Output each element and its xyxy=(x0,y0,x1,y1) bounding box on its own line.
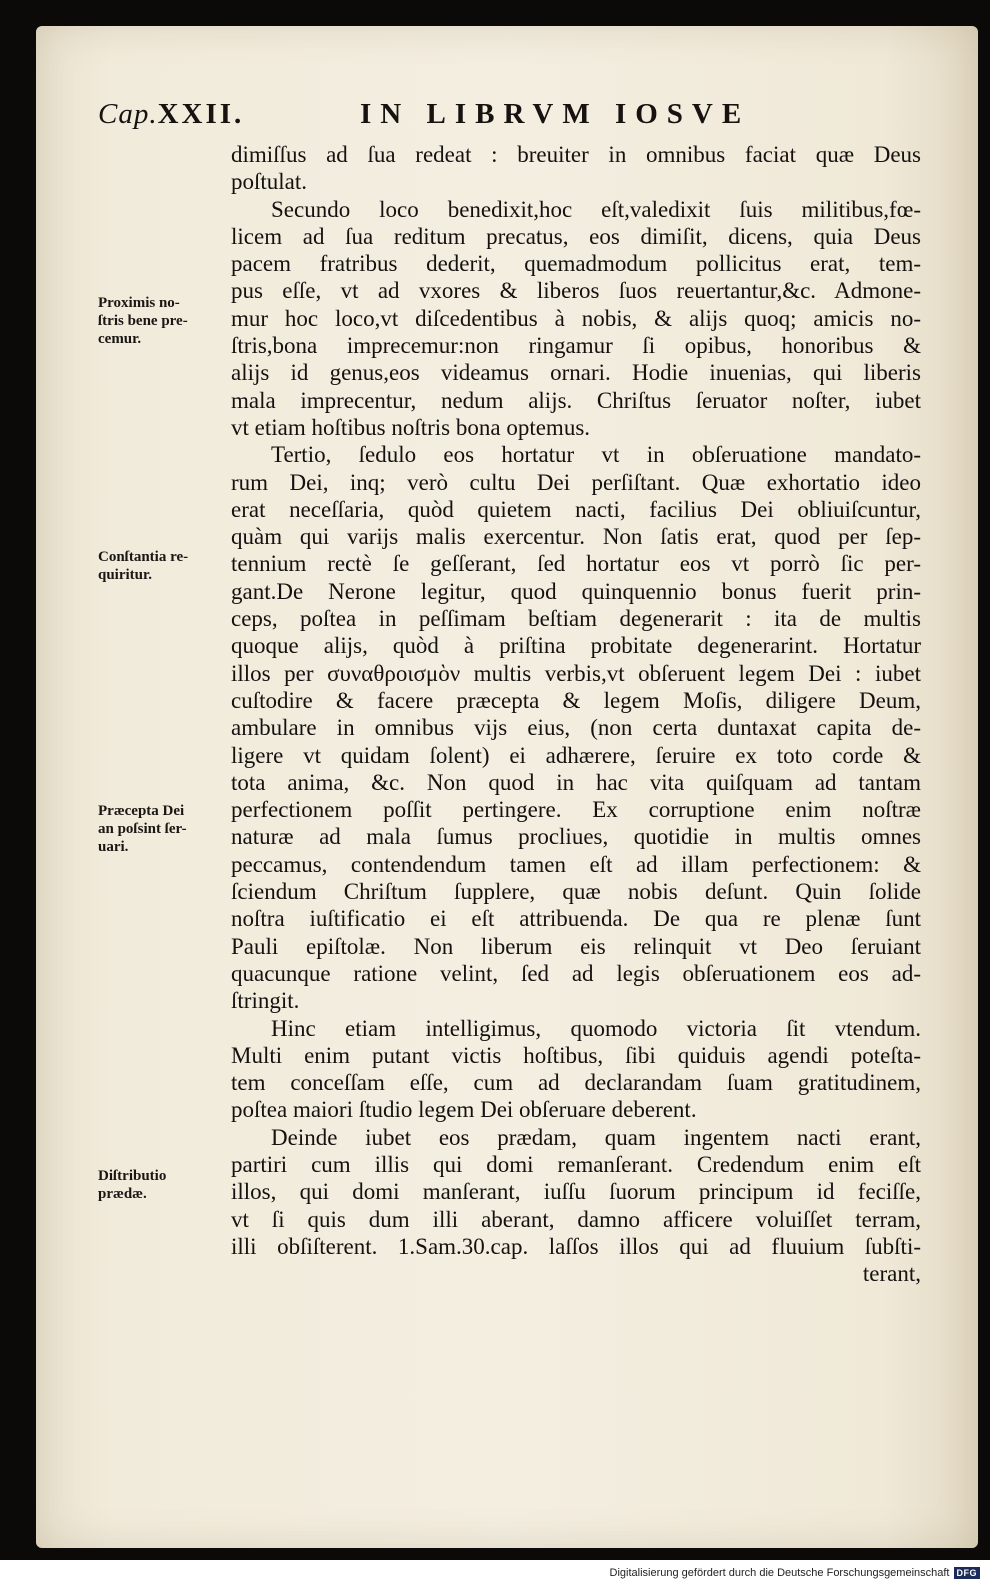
dfg-logo: DFG xyxy=(954,1567,981,1579)
text-line: illos, qui domi manſerant, iuſſu ſuorum principum id feciſſe, xyxy=(231,1179,921,1205)
text-line: noſtra iuſtificatio ei eſt attribuenda. De qua re plenæ ſunt xyxy=(231,906,921,932)
text-line: vt ſi quis dum illi aberant, damno afficere voluiſſet terram, xyxy=(231,1206,921,1232)
text-line: ceps, poſtea in peſſimam beſtiam degenerarit : ita de multis xyxy=(231,606,921,632)
text-line: ſciendum Chriſtum ſupplere, quæ nobis deſunt. Quin ſolide xyxy=(231,879,921,905)
text-line: Pauli epiſtolæ. Non liberum eis relinquit vt Deo ſeruiant xyxy=(231,933,921,959)
text-line: ſtris,bona imprecemur:non ringamur ſi opibus, honoribus & xyxy=(231,333,921,359)
text-line: pus eſſe, vt ad vxores & liberos ſuos reuertantur,&c. Admone- xyxy=(231,278,921,304)
text-line: poſtea maiori ſtudio legem Dei obſeruare deberent. xyxy=(231,1097,697,1123)
text-line: Multi enim putant victis hoſtibus, ſibi quiduis agendi poteſta- xyxy=(231,1042,921,1068)
margin-note-line: Proximis no- xyxy=(98,295,180,311)
text-line: naturæ ad mala ſumus procliues, quotidie in multis omnes xyxy=(231,824,921,850)
text-line: Hinc etiam intelligimus, quomodo victoria ſit vtendum. xyxy=(271,1015,921,1041)
text-line: gant.De Nerone legitur, quod quinquennio bonus fuerit prin- xyxy=(231,578,921,604)
text-line: pacem fratribus dederit, quemadmodum pollicitus erat, tem- xyxy=(231,251,921,277)
text-line: Deinde iubet eos prædam, quam ingentem nacti erant, xyxy=(271,1124,921,1150)
text-line: erat neceſſaria, quòd quietem nacti, facilius Dei obliuiſcuntur, xyxy=(231,496,921,522)
text-line: mur hoc loco,vt diſcedentibus à nobis, & alijs quoq; amicis no- xyxy=(231,305,921,331)
text-line: tem conceſſam eſſe, cum ad declarandam ſuam gratitudinem, xyxy=(231,1070,921,1096)
text-line: dimiſſus ad ſua redeat : breuiter in omnibus faciat quæ Deus xyxy=(231,142,921,167)
margin-note-line: Præcepta Dei xyxy=(98,803,185,819)
margin-note-proximis xyxy=(98,294,226,348)
margin-note-constantia xyxy=(98,548,226,584)
text-line: partiri cum illis qui domi remanſerant. Credendum enim eſt xyxy=(231,1151,921,1177)
margin-note-line: Conſtantia re- xyxy=(98,549,189,565)
text-line: peccamus, contendendum tamen eſt ad illam perfectionem: & xyxy=(231,851,921,877)
text-line: Tertio, ſedulo eos hortatur vt in obſeruatione mandato- xyxy=(271,442,921,468)
text-line: tennium rectè ſe geſſerant, ſed hortatur eos vt porrò ſic per- xyxy=(231,551,921,577)
margin-note-praecepta xyxy=(98,802,226,856)
text-line: illos per συναθροισμὸν multis verbis,vt obſeruent legem Dei : iubet xyxy=(231,660,921,686)
margin-note-line: cemur. xyxy=(98,331,142,347)
margin-note-line: Diſtributio xyxy=(98,1168,167,1184)
margin-note-distributio xyxy=(98,1167,226,1203)
text-line: rum Dei, inq; verò cultu Dei perſiſtant. Quæ exhortatio ideo xyxy=(231,469,921,495)
margin-note-line: an poſsint ſer- xyxy=(98,821,187,837)
text-line: vt etiam hoſtibus noſtris bona optemus. xyxy=(231,414,591,440)
running-title: IN LIBRVM IOSVE xyxy=(360,98,751,130)
text-line: cuſtodire & facere præcepta & legem Moſis, diligere Deum, xyxy=(231,687,921,713)
margin-note-line: quiritur. xyxy=(98,567,153,583)
text-line: perfectionem poſſit pertingere. Ex corruptione enim noſtræ xyxy=(231,797,921,823)
text-line: mala imprecentur, nedum alijs. Chriſtus ſeruator noſter, iubet xyxy=(231,387,921,413)
text-line: tota anima, &c. Non quod in hac vita quiſquam ad tantam xyxy=(231,769,921,795)
chapter-label: Cap.XXII. xyxy=(98,98,245,130)
page-header xyxy=(98,98,788,138)
text-line: poſtulat. xyxy=(231,169,308,195)
text-line: Secundo loco benedixit,hoc eſt,valedixit ſuis militibus,fœ- xyxy=(271,196,921,222)
text-line: ligere vt quidam ſolent) ei adhærere, ſeruire ex toto corde & xyxy=(231,742,921,768)
text-line: ſtringit. xyxy=(231,988,300,1014)
margin-note-line: prædæ. xyxy=(98,1186,147,1202)
text-line: quoque alijs, quòd à priſtina probitate degenerarint. Hortatur xyxy=(231,633,921,659)
text-line: quacunque ratione velint, ſed ad legis obſeruationem eos ad- xyxy=(231,960,921,986)
text-line: ambulare in omnibus vijs eius, (non certa duntaxat capita de- xyxy=(231,715,921,741)
credit-text: Digitalisierung gefördert durch die Deutsche Forschungsgemeinschaft xyxy=(609,1567,950,1579)
main-text xyxy=(231,141,921,1287)
text-line: terant, xyxy=(862,1261,921,1287)
margin-note-line: uari. xyxy=(98,839,129,855)
margin-note-line: ſtris bene pre- xyxy=(98,313,188,329)
text-line: illi obſiſterent. 1.Sam.30.cap. laſſos illos qui ad fluuium ſubſti- xyxy=(231,1233,921,1259)
text-line: alijs id genus,eos videamus ornari. Hodie inuenias, qui liberis xyxy=(231,360,921,386)
text-line: quàm qui varijs malis exercentur. Non ſatis erat, quod per ſep- xyxy=(231,524,921,550)
digitization-credit xyxy=(610,1563,980,1583)
chapter-number: XXII. xyxy=(157,98,245,130)
text-line: licem ad ſua reditum precatus, eos dimiſit, dicens, quia Deus xyxy=(231,223,921,249)
